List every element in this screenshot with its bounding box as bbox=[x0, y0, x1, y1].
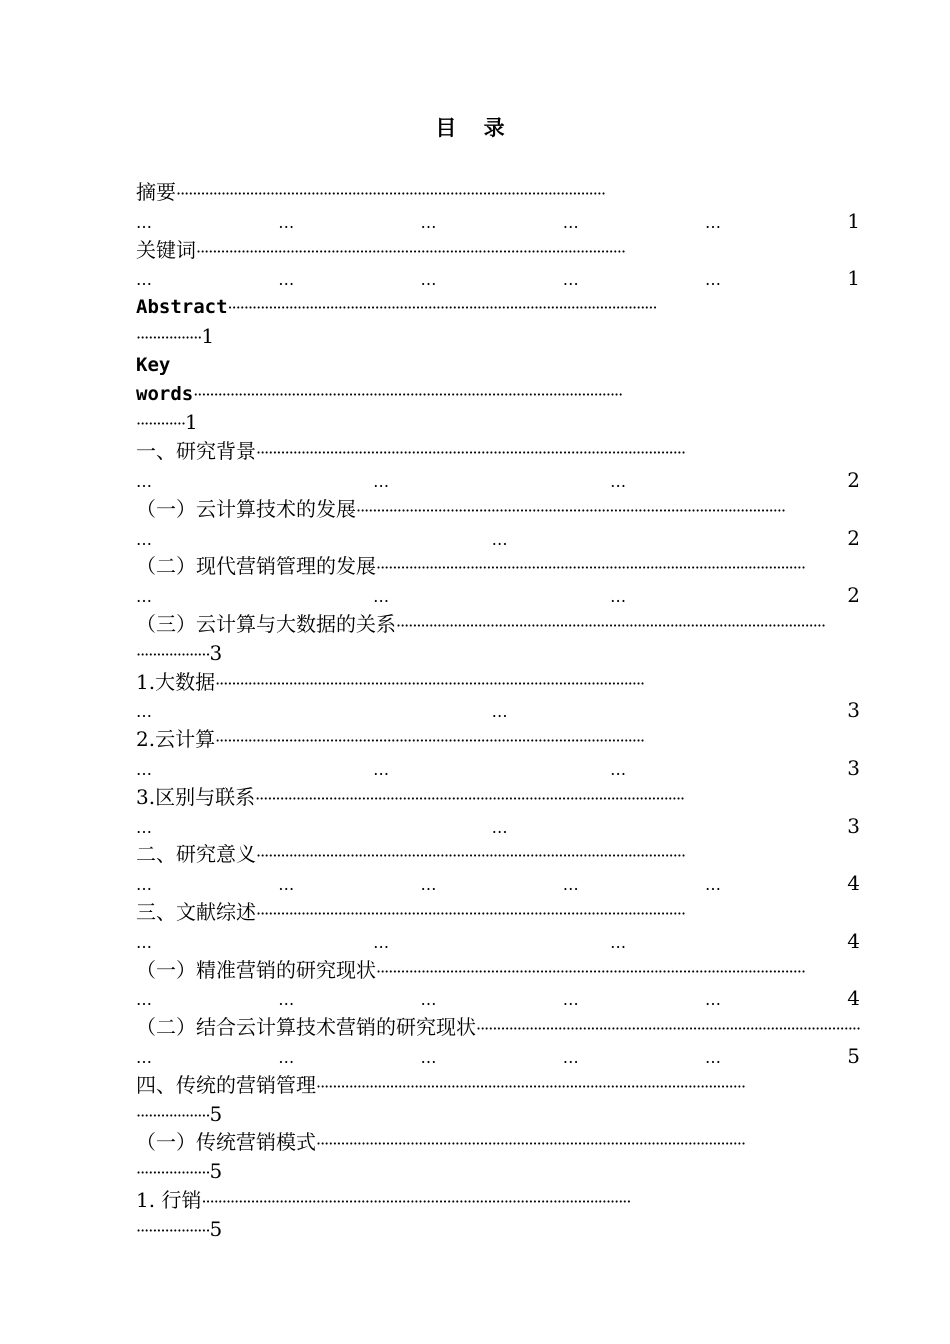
dot-leader: … bbox=[136, 702, 152, 722]
dot-leader: … bbox=[136, 587, 152, 607]
toc-entry-page: 1 bbox=[201, 323, 215, 348]
toc-entry[interactable] bbox=[136, 898, 860, 956]
toc-entry-label: （一）传统营销模式 bbox=[136, 1130, 316, 1155]
dot-leader: … bbox=[562, 212, 579, 232]
toc-entry[interactable] bbox=[136, 1186, 860, 1244]
dot-leader: … bbox=[705, 270, 721, 290]
dot-leader bbox=[201, 1188, 860, 1215]
toc-entry-label: 关键词 bbox=[136, 237, 196, 262]
toc-entry-page: 1 bbox=[847, 208, 860, 233]
dot-leader: … bbox=[136, 875, 152, 895]
dot-leader: … bbox=[705, 212, 721, 232]
dot-leader bbox=[256, 900, 860, 927]
toc-entry-page: 4 bbox=[847, 871, 860, 896]
dot-leader: … bbox=[136, 817, 152, 837]
dot-leader: … bbox=[373, 759, 390, 779]
dot-leader bbox=[255, 785, 860, 812]
toc-entry[interactable] bbox=[136, 293, 860, 351]
dot-leader: … bbox=[420, 990, 437, 1010]
table-of-contents bbox=[136, 178, 860, 1243]
toc-entry-label: （一）精准营销的研究现状 bbox=[136, 957, 376, 982]
toc-entry-label: Key bbox=[136, 353, 171, 376]
toc-entry-label: 2.云计算 bbox=[136, 727, 216, 752]
dot-leader: … bbox=[136, 212, 152, 232]
dot-leader: … bbox=[136, 1047, 152, 1067]
dot-leader bbox=[196, 238, 860, 265]
dot-leader: ·················· bbox=[136, 1105, 210, 1125]
toc-entry-page: 3 bbox=[847, 813, 860, 838]
dot-leader: … bbox=[136, 990, 152, 1010]
dot-leader: ·················· bbox=[136, 1163, 210, 1183]
toc-entry[interactable] bbox=[136, 668, 860, 726]
toc-entry[interactable] bbox=[136, 437, 860, 495]
dot-leader: … bbox=[420, 875, 437, 895]
toc-entry-page: 3 bbox=[847, 755, 860, 780]
dot-leader: … bbox=[278, 875, 295, 895]
dot-leader: … bbox=[610, 587, 627, 607]
toc-entry[interactable] bbox=[136, 351, 860, 437]
toc-entry-page: 3 bbox=[209, 640, 223, 665]
dot-leader: … bbox=[278, 270, 295, 290]
dot-leader bbox=[215, 670, 860, 697]
toc-entry[interactable] bbox=[136, 236, 860, 294]
dot-leader: … bbox=[705, 1047, 721, 1067]
toc-entry-page: 1 bbox=[847, 266, 860, 291]
toc-entry-label: 1. 行销 bbox=[136, 1187, 202, 1212]
dot-leader: … bbox=[373, 932, 390, 952]
toc-entry[interactable] bbox=[136, 1128, 860, 1186]
dot-leader bbox=[256, 439, 860, 466]
toc-entry[interactable] bbox=[136, 1071, 860, 1129]
dot-leader: … bbox=[278, 990, 295, 1010]
toc-entry-page: 1 bbox=[185, 410, 198, 435]
dot-leader bbox=[228, 294, 860, 322]
dot-leader bbox=[256, 842, 860, 869]
toc-entry-label: words bbox=[136, 382, 194, 405]
dot-leader: … bbox=[420, 1047, 437, 1067]
dot-leader: … bbox=[562, 1047, 579, 1067]
toc-entry-label: Abstract bbox=[136, 296, 228, 319]
dot-leader: … bbox=[420, 270, 437, 290]
toc-entry-page: 4 bbox=[847, 928, 860, 953]
toc-entry-page: 2 bbox=[847, 525, 860, 550]
dot-leader: … bbox=[278, 1047, 295, 1067]
dot-leader: ················ bbox=[136, 327, 202, 347]
dot-leader: … bbox=[420, 212, 437, 232]
toc-title: 目 录 bbox=[435, 116, 515, 140]
dot-leader: … bbox=[136, 471, 152, 491]
toc-entry-page: 5 bbox=[209, 1159, 223, 1184]
toc-entry-page: 3 bbox=[847, 698, 860, 723]
dot-leader: … bbox=[562, 875, 579, 895]
toc-entry-page: 5 bbox=[847, 1043, 860, 1068]
toc-entry[interactable] bbox=[136, 1013, 860, 1071]
toc-entry-label: 摘要 bbox=[136, 180, 176, 204]
dot-leader: … bbox=[136, 529, 152, 549]
dot-leader: … bbox=[562, 990, 579, 1010]
dot-leader bbox=[193, 381, 860, 409]
toc-entry[interactable] bbox=[136, 956, 860, 1014]
dot-leader: … bbox=[610, 471, 627, 491]
toc-entry-page: 5 bbox=[209, 1101, 223, 1126]
toc-entry[interactable] bbox=[136, 725, 860, 783]
toc-entry-label: 1.大数据 bbox=[136, 669, 216, 694]
dot-leader: … bbox=[705, 875, 721, 895]
dot-leader: … bbox=[136, 270, 152, 290]
dot-leader bbox=[396, 612, 860, 639]
toc-entry-label: 三、文献综述 bbox=[136, 899, 256, 924]
dot-leader: … bbox=[491, 702, 508, 722]
toc-entry-page: 2 bbox=[847, 583, 860, 608]
dot-leader bbox=[376, 958, 860, 985]
dot-leader: … bbox=[373, 587, 390, 607]
toc-entry-label: （二）现代营销管理的发展 bbox=[136, 554, 376, 579]
dot-leader: … bbox=[491, 529, 508, 549]
toc-entry[interactable] bbox=[136, 552, 860, 610]
dot-leader: ············ bbox=[136, 414, 186, 434]
dot-leader: … bbox=[278, 212, 295, 232]
dot-leader bbox=[215, 727, 860, 754]
dot-leader bbox=[176, 180, 860, 207]
toc-entry-label: 3.区别与联系 bbox=[136, 784, 256, 809]
toc-entry-label: 二、研究意义 bbox=[136, 842, 256, 867]
dot-leader: … bbox=[373, 471, 390, 491]
toc-entry[interactable] bbox=[136, 495, 860, 553]
toc-entry-label: （一）云计算技术的发展 bbox=[136, 496, 356, 521]
dot-leader bbox=[316, 1073, 860, 1100]
toc-entry-label: （三）云计算与大数据的关系 bbox=[136, 611, 396, 636]
dot-leader bbox=[356, 497, 860, 524]
dot-leader: … bbox=[610, 932, 627, 952]
dot-leader bbox=[376, 554, 860, 581]
dot-leader: … bbox=[705, 990, 721, 1010]
dot-leader: … bbox=[491, 817, 508, 837]
dot-leader bbox=[476, 1015, 860, 1042]
toc-entry[interactable] bbox=[136, 783, 860, 841]
dot-leader: … bbox=[562, 270, 579, 290]
dot-leader: … bbox=[136, 759, 152, 779]
dot-leader: … bbox=[610, 759, 627, 779]
toc-entry[interactable] bbox=[136, 178, 860, 236]
toc-entry[interactable] bbox=[136, 840, 860, 898]
dot-leader: ·················· bbox=[136, 644, 210, 664]
toc-entry[interactable] bbox=[136, 610, 860, 668]
dot-leader bbox=[316, 1130, 860, 1157]
toc-entry-label: （二）结合云计算技术营销的研究现状 bbox=[136, 1015, 476, 1040]
dot-leader: … bbox=[136, 932, 152, 952]
toc-entry-page: 5 bbox=[209, 1216, 223, 1241]
toc-entry-label: 一、研究背景 bbox=[136, 439, 256, 464]
toc-entry-page: 4 bbox=[847, 986, 860, 1011]
toc-entry-page: 2 bbox=[847, 467, 860, 492]
toc-entry-label: 四、传统的营销管理 bbox=[136, 1072, 316, 1097]
dot-leader: ·················· bbox=[136, 1220, 210, 1240]
